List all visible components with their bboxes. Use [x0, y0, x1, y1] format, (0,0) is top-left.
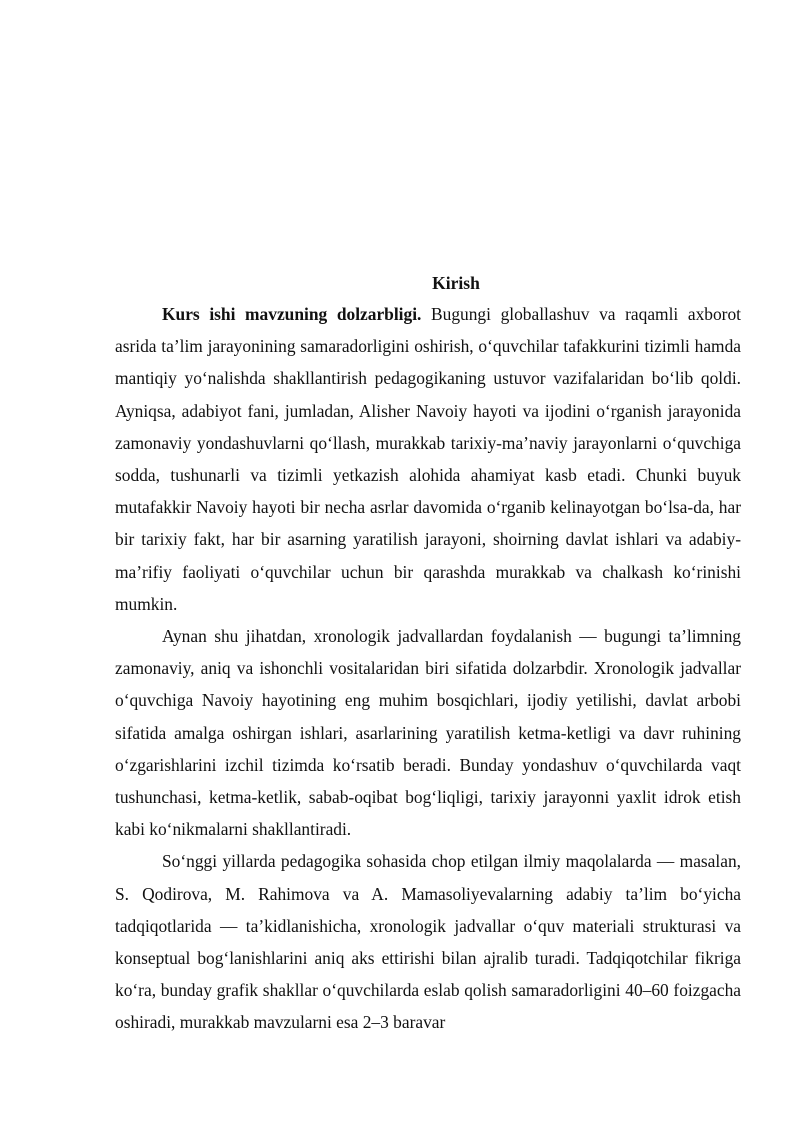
- paragraph-relevance: [115, 298, 741, 620]
- paragraph-chronology: [115, 620, 741, 845]
- section-heading: Kirish: [432, 273, 480, 293]
- paragraph-research: [115, 845, 741, 1038]
- document-page: [115, 268, 741, 1039]
- paragraph-text: So‘nggi yillarda pedagogika sohasida chop etilgan ilmiy maqolalarda — masalan, S. Qodirova, M. Rahimova va A. Mamasoliyevalarning adabiy ta’lim bo‘yicha tadqiqotlarida — ta’kidlanishicha, xronologik jadvallar o‘quv materiali strukturasi va konseptual bog‘lanishlarini aniq aks ettirishi bilan ajralib turadi. Tadqiqotchilar fikriga ko‘ra, bunday grafik shakllar o‘quvchilarda eslab qolish samaradorligini 40–60 foizgacha oshiradi, murakkab mavzularni esa 2–3 baravar: [115, 851, 741, 1033]
- paragraph-lead: Kurs ishi mavzuning dolzarbligi.: [162, 304, 422, 324]
- paragraph-text: Aynan shu jihatdan, xronologik jadvallardan foydalanish — bugungi ta’limning zamonaviy, aniq va ishonchli vositalaridan biri sifatida dolzarbdir. Xronologik jadvallar o‘quvchiga Navoiy hayotining eng muhim bosqichlari, ijodiy yetilishi, davlat arbobi sifatida amalga oshirgan ishlari, asarlarining yaratilish ketma-ketligi va davr ruhining o‘zgarishlarini izchil tizimda ko‘rsatib beradi. Bunday yondashuv o‘quvchilarda vaqt tushunchasi, ketma-ketlik, sabab-oqibat bog‘liqligi, tarixiy jarayonni yaxlit idrok etish kabi ko‘nikmalarni shakllantiradi.: [115, 626, 741, 840]
- paragraph-text: Bugungi globallashuv va raqamli axborot asrida ta’lim jarayonining samaradorligini oshirish, o‘quvchilar tafakkurini tizimli hamda mantiqiy yo‘nalishda shakllantirish pedagogikaning ustuvor vazifalaridan bo‘lib qoldi. Ayniqsa, adabiyot fani, jumladan, Alisher Navoiy hayoti va ijodini o‘rganish jarayonida zamonaviy yondashuvlarni qo‘llash, murakkab tarixiy-ma’naviy jarayonlarni o‘quvchiga sodda, tushunarli va tizimli yetkazish alohida ahamiyat kasb etadi. Chunki buyuk mutafakkir Navoiy hayoti bir necha asrlar davomida o‘rganib kelinayotgan bo‘lsa-da, har bir tarixiy fakt, har bir asarning yaratilish jarayoni, shoirning davlat ishlari va adabiy-ma’rifiy faoliyati o‘quvchilar uchun bir qarashda murakkab va chalkash ko‘rinishi mumkin.: [115, 304, 742, 614]
